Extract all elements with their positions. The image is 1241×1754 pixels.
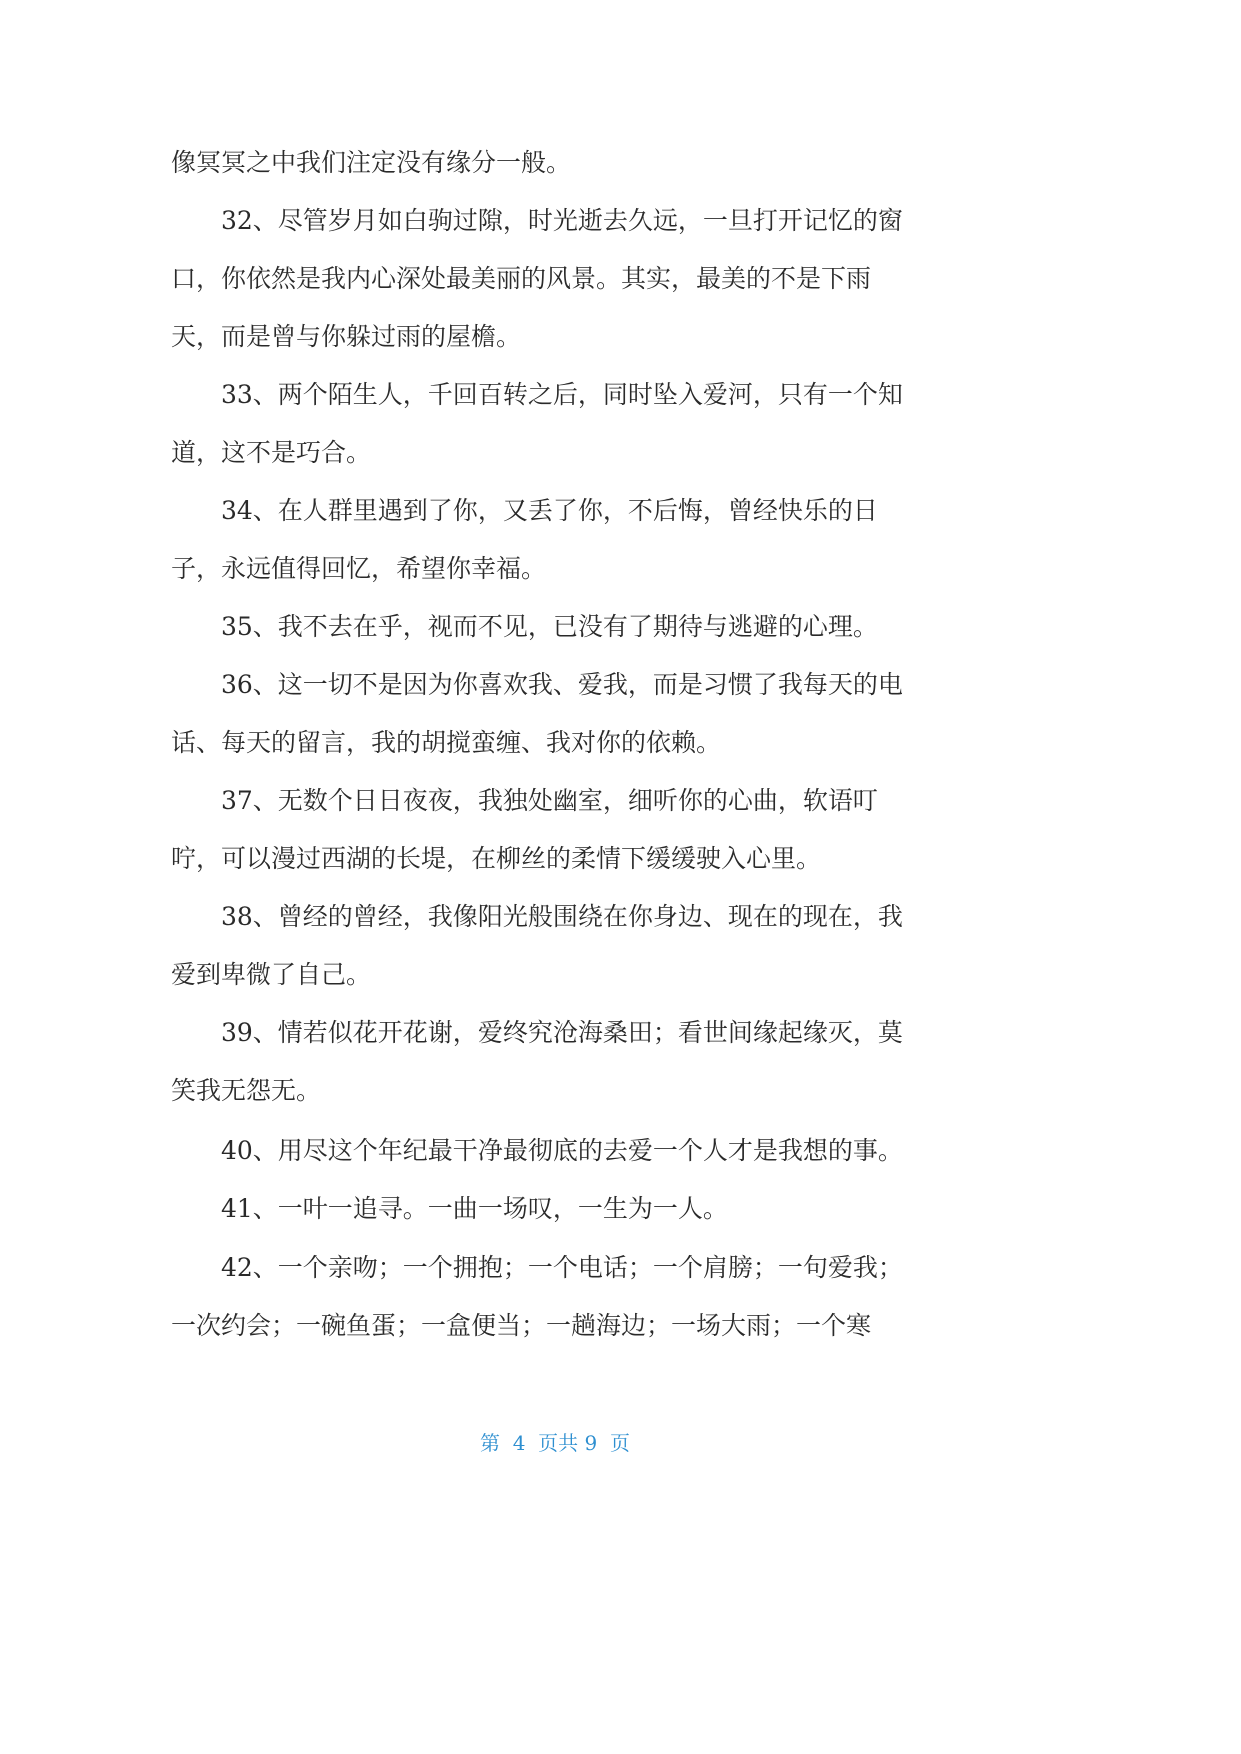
text-line: 天，而是曾与你躲过雨的屋檐。 bbox=[171, 322, 522, 351]
text-line: 38、曾经的曾经，我像阳光般围绕在你身边、现在的现在，我 bbox=[171, 902, 903, 931]
text-line: 口，你依然是我内心深处最美丽的风景。其实，最美的不是下雨 bbox=[171, 264, 872, 293]
text-line: 爱到卑微了自己。 bbox=[171, 960, 372, 989]
text-line: 37、无数个日日夜夜，我独处幽室，细听你的心曲，软语叮 bbox=[171, 786, 878, 815]
text-line: 39、情若似花开花谢，爱终究沧海桑田；看世间缘起缘灭，莫 bbox=[171, 1018, 903, 1047]
text-line: 36、这一切不是因为你喜欢我、爱我，而是习惯了我每天的电 bbox=[171, 670, 903, 699]
text-line: 40、用尽这个年纪最干净最彻底的去爱一个人才是我想的事。 bbox=[171, 1136, 903, 1165]
text-line: 35、我不去在乎，视而不见，已没有了期待与逃避的心理。 bbox=[171, 612, 878, 641]
text-line: 子，永远值得回忆，希望你幸福。 bbox=[171, 554, 547, 583]
text-line: 42、一个亲吻；一个拥抱；一个电话；一个肩膀；一句爱我； bbox=[171, 1253, 903, 1282]
text-line: 41、一叶一追寻。一曲一场叹，一生为一人。 bbox=[171, 1194, 728, 1223]
text-line: 笑我无怨无。 bbox=[171, 1076, 322, 1105]
text-line: 像冥冥之中我们注定没有缘分一般。 bbox=[171, 148, 572, 177]
text-line: 33、两个陌生人，千回百转之后，同时坠入爱河，只有一个知 bbox=[171, 380, 903, 409]
text-line: 道，这不是巧合。 bbox=[171, 438, 372, 467]
text-line: 咛，可以漫过西湖的长堤，在柳丝的柔情下缓缓驶入心里。 bbox=[171, 844, 822, 873]
text-line: 一次约会；一碗鱼蛋；一盒便当；一趟海边；一场大雨；一个寒 bbox=[171, 1311, 872, 1340]
text-line: 34、在人群里遇到了你，又丢了你，不后悔，曾经快乐的日 bbox=[171, 496, 878, 525]
text-line: 32、尽管岁月如白驹过隙，时光逝去久远，一旦打开记忆的窗 bbox=[171, 206, 903, 235]
text-line: 话、每天的留言，我的胡搅蛮缠、我对你的依赖。 bbox=[171, 728, 722, 757]
page-number-footer: 第 4 页共 9 页 bbox=[480, 1431, 630, 1455]
